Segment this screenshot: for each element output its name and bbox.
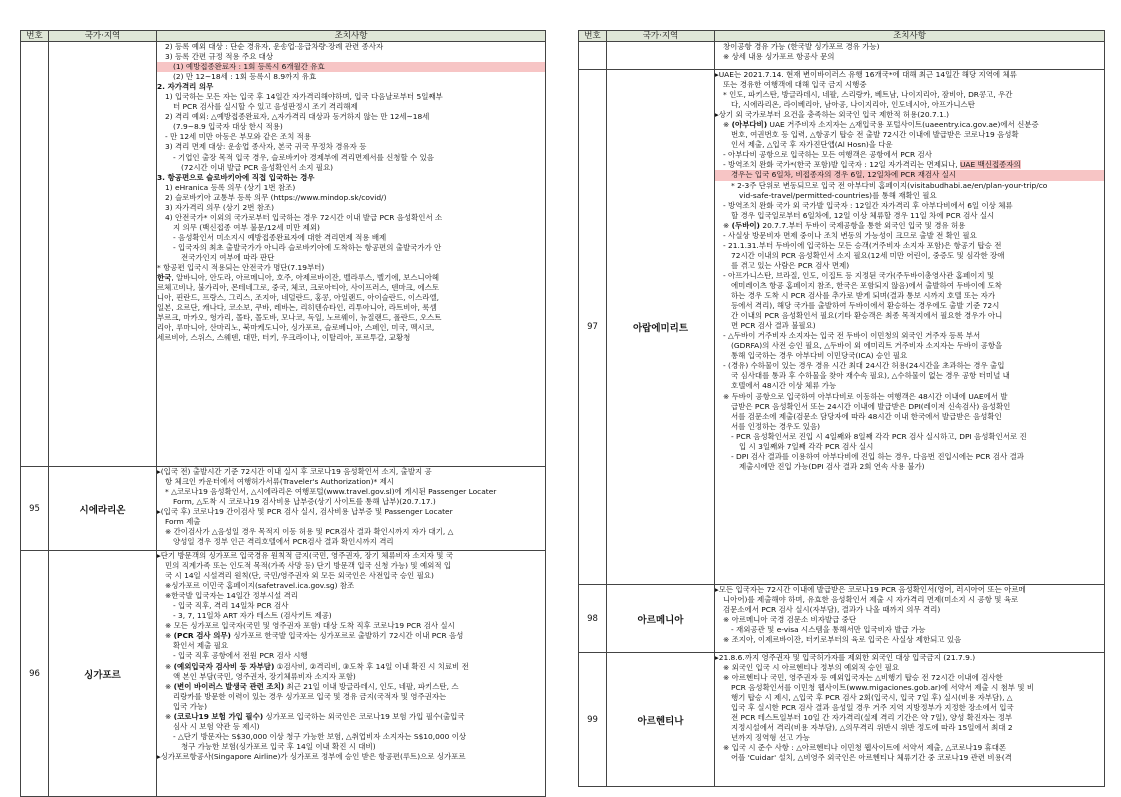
- text-line: 를 겪고 있는 사람은 PCR 검사 면제): [731, 260, 850, 270]
- text-line: ※ (두바이) 20.7.7.부터 두바이 국제공항을 통한 외국인 입국 및 경유 허용: [723, 220, 966, 230]
- text-line: 르체고비나, 불가리아, 몬테네그로, 중국, 체코, 크로아티아, 사이프러스, 덴마크, 에스토: [157, 283, 440, 293]
- text-line: - 재외공관 및 e-visa 시스템을 통해서만 입국비자 발급 가능: [731, 625, 926, 635]
- text-line: - △단기 방문자는 S$30,000 이상 청구 가능한 보험, △취업비자 소지자는 S$10,000 이상: [173, 731, 467, 741]
- right-table: [578, 30, 1105, 787]
- table-row: [579, 42, 1105, 70]
- text-line: 2. 자가격리 의무: [157, 82, 214, 92]
- text-line: 니아, 핀란드, 프랑스, 그리스, 조지아, 네덜란드, 홍콩, 아일랜드, 아이슬란드, 이스라엘,: [157, 293, 440, 303]
- text-line: (1) 예방접종완료자 : 1회 등록시 6개월간 유효: [157, 62, 545, 72]
- text-line: 경우는 입국 6일차, 비접종자의 경우 6일, 12일차에 PCR 재검사 실시: [715, 170, 1104, 180]
- text-line: 통해 입국하는 경우 아부다비 이민당국(ICA) 승인 필요: [731, 351, 908, 361]
- text-line: - 방역조치 완화 국가*(한국 포함)발 입국자 : 12일 자가격리는 면제되나, UAE 백신접종자의: [723, 160, 1021, 170]
- text-line: 터 PCR 검사를 실시할 수 있고 음성판정시 조기 격리해제: [173, 102, 358, 112]
- text-line: 리랑카를 방문한 이력이 있는 경우 싱가포르 입국 및 경유 금지(국적자 및 영주권자는: [173, 691, 447, 701]
- measure-text: [715, 42, 1105, 70]
- text-line: 제출시에만 진입 가능(DPI 검사 결과 2회 연속 사용 불가): [739, 461, 925, 471]
- table-row: [579, 585, 1105, 653]
- text-line: - △두바이 거주비자 소지자는 입국 전 두바이 이민청의 외국인 거주자 등록 부서: [723, 331, 981, 341]
- measure-text: [715, 70, 1105, 585]
- text-line: 심사 시 보험 약관 등 제시): [173, 721, 260, 731]
- text-line: - (경유) 수하물이 있는 경우 경유 시간 최대 24시간 허용(24시간을 초과하는 경우 출입: [723, 361, 1005, 371]
- bold-fragment: (아부다비): [731, 120, 768, 130]
- text-line: 행기 탑승 시 제시, △입국 후 PCR 검사 2회(입국시, 입국 7일 후) 실시(비용 자부담), △: [731, 693, 1013, 703]
- row-number: 98: [579, 585, 607, 653]
- text-line: 전 PCR 테스트일부터 10일 간 자가격리(실제 격리 기간은 약 7일), 양성 확진자는 정부: [731, 713, 1013, 723]
- text-line: 민의 직계가족 또는 인도적 목적(가족 사망 등) 단기 방문객 입국 신청 가능) 및 예외적 입: [165, 561, 452, 571]
- text-line: ▸(입국 전) 출발시간 기준 72시간 이내 실시 후 코로나19 음성확인서 소지, 출발지 공: [157, 467, 432, 476]
- measure-text: [157, 42, 546, 467]
- text-line: * 인도, 파키스탄, 방글라데시, 네팔, 스리랑카, 베트남, 나이지리아, 잠비아, DR콩고, 우간: [723, 90, 1013, 100]
- table-row: [21, 467, 546, 551]
- text-line: ※ (PCR 검사 의무) 싱가포르 한국발 입국자는 싱가포르로 출발하기 72시간 이내 PCR 음성: [165, 631, 464, 641]
- text-line: - 기업인 출장 목적 입국 경우, 슬로바키아 경제부에 격리면제서를 신청할 수 있음: [173, 152, 434, 162]
- text-line: (GDRFA)의 사전 승인 필요, △두바이 외 에미리트 거주비자 소지자는 두바이 공항을: [731, 341, 1003, 351]
- text-line: 호텔에서 48시간 이상 체류 가능: [731, 381, 837, 391]
- text-line: 리아, 루마니아, 산마리노, 북마케도니아, 싱가포르, 슬로베니아, 스페인, 미국, 멕시코,: [157, 323, 435, 333]
- text-line: 일본, 요르단, 캐나다, 코소보, 쿠바, 레바논, 리히텐슈타인, 리투아니아, 라트비아, 룩셈: [157, 303, 437, 313]
- text-line: 급받은 PCR 음성확인서 또는 24시간 이내에 발급받은 DPI(레이저 신속검사) 음성확인: [731, 401, 1011, 411]
- measure-text: [715, 653, 1105, 787]
- bold-fragment: (PCR 검사 의무): [173, 631, 231, 641]
- country-name: 아르메니아: [607, 585, 715, 653]
- text-line: 1) eHranica 등록 의무 (상기 1번 참조): [165, 182, 296, 192]
- text-line: ▸21.8.6.까지 영주권자 및 입국허가자를 제외한 외국인 대상 입국금지 (21.7.9.): [715, 653, 976, 662]
- text-line: ※한국발 입국자는 14일간 정부시설 격리: [165, 591, 298, 601]
- text-line: - 아부다비 공항으로 입국하는 모든 여행객은 공항에서 PCR 검사: [723, 150, 932, 160]
- text-line: ※ (변이 바이러스 발생국 관련 조치) 최근 21일 이내 방글라데시, 인도, 네팔, 파키스탄, 스: [165, 681, 459, 691]
- text-line: Form, △도착 시 코로나19 검사비용 납부증(상기 사이트를 통해 납부)(20.7.17.): [173, 497, 436, 507]
- text-line: 2) 등록 예외 대상 : 단순 경유자, 운송업·응급차량·장례 관련 종사자: [165, 42, 384, 51]
- text-line: 국 심사대를 통과 후 수하물을 찾아 재수속 필요), △수하물이 없는 경우 공항 터미널 내: [731, 371, 1010, 381]
- text-line: 할 경우 입국일로부터 6일차에, 12일 이상 체류할 경우 11일 차에 PCR 검사 실시: [731, 210, 995, 220]
- text-line: 또는 경유한 여행객에 대해 입국 금지 시행중: [723, 80, 867, 90]
- text-line: 양성일 경우 정부 인근 격리호텔에서 PCR검사 결과 확인시까지 격리: [173, 537, 394, 547]
- text-line: 항 체크인 카운터에서 여행허가서류(Traveler's Authorization)* 제시: [165, 477, 394, 487]
- text-line: 서를 인정하는 경우도 있음): [731, 421, 821, 431]
- text-line: ※ 모든 싱가포르 입국자(국민 및 영주권자 포함) 대상 도착 직후 코로나19 PCR 검사 실시: [165, 621, 455, 631]
- text-line: ※ 두바이 공항으로 입국하여 아부다비로 이동하는 여행객은 48시간 이내에 UAE에서 발: [723, 391, 1008, 401]
- text-line: - 3, 7, 11일차 ART 자가 테스트 (검사키트 제공): [173, 611, 332, 621]
- country-name: 아랍에미리트: [607, 70, 715, 585]
- bold-fragment: (예외입국자 검사비 등 자부담): [173, 661, 275, 671]
- header-country: 국가·지역: [607, 31, 715, 42]
- text-line: 72시간 이내의 PCR 음성확인서 소지 필요(12세 미만 어린이, 중증도 및 심각한 장애: [731, 250, 1005, 260]
- text-line: 니아어)를 제출해야 하며, 유효한 음성확인서 제출 시 자가격리 면제(미소지 시 공항 및 육로: [723, 595, 1019, 605]
- left-table: [20, 30, 546, 797]
- text-line: - PCR 음성확인서로 진입 시 4일째와 8일째 각각 PCR 검사 실시하고, DPI 음성확인서로 진: [731, 431, 1027, 441]
- header-no: 번호: [21, 31, 49, 42]
- country-name: [607, 42, 715, 70]
- header-no: 번호: [579, 31, 607, 42]
- text-line: ※ 간이검사가 △음성일 경우 목적지 이동 허용 및 PCR검사 결과 확인시까지 자가 대기, △: [165, 527, 454, 537]
- text-line: (2) 만 12~18세 : 1회 등록시 8.9까지 유효: [173, 72, 317, 82]
- text-line: 년까지 징역형 선고 가능: [731, 733, 810, 743]
- text-line: 2) 슬로바키아 교통부 등록 의무 (https://www.mindop.sk/covid/): [165, 192, 387, 202]
- text-line: - 사실상 방문비자 면제 중이나 조치 변동의 가능성이 크므로 출발 전 확인 필요: [723, 230, 977, 240]
- text-line: 국 시 14일 시설격리 원칙(단, 국민/영주권자 외 모든 외국인은 사전입국 승인 필요): [165, 571, 434, 581]
- bold-fragment: 한국: [157, 273, 172, 283]
- text-line: 번호, 여권번호 등 입력, △항공기 탑승 전 출발 72시간 이내에 발급받은 코로나19 음성확: [731, 130, 1019, 140]
- text-line: 입 시 3일째와 7일째 각각 PCR 검사 실시: [739, 441, 874, 451]
- header-measure: 조치사항: [715, 31, 1105, 42]
- text-line: 전국가인지 여부에 따라 판단: [181, 252, 275, 262]
- text-line: 액 본인 부담(국민, 영주권자, 장기체류비자 소지자 포함): [173, 671, 356, 681]
- text-line: 3. 항공편으로 슬로바키아에 직접 입국하는 경우: [157, 172, 315, 182]
- row-number: 95: [21, 467, 49, 551]
- row-number: [21, 42, 49, 467]
- text-line: ※ 입국 시 준수 사항 : △아르헨티나 이민청 웹사이트에 서약서 제출, △코로나19 휴대폰: [723, 743, 1007, 753]
- text-line: 청구 가능한 보험(싱가포르 입국 후 14일 이내 확진 시 대비): [181, 741, 376, 751]
- text-line: 3) 등록 간편 규정 적용 주요 대상: [165, 52, 274, 62]
- text-line: ▸모든 입국자는 72시간 이내에 발급받은 코로나19 PCR 음성확인서(영어, 러시아어 또는 아르메: [715, 585, 1026, 594]
- highlight-fragment: UAE 백신접종자의: [959, 160, 1021, 170]
- text-line: 어플 'Cuidar' 설치, △비영주 외국인은 아르헨티나 체류기간 중 코로나19 관련 비용(격: [731, 753, 1012, 763]
- row-number: [579, 42, 607, 70]
- text-line: 등에서 격리), 해당 국가를 출발하여 두바이에서 환승하는 경우에도 출발 기준 72시: [731, 301, 1000, 311]
- text-line: - 음성확인서 미소지시 예방접종완료자에 대한 격리면제 적용 배제: [173, 232, 387, 242]
- text-line: 입국 후 실시한 PCR 검사 결과 음성일 경우 거주 지역 지방정부가 지정한 장소에서 입국: [731, 703, 1014, 713]
- text-line: ※ 상세 내용 싱가포르 항공사 문의: [723, 52, 835, 62]
- text-line: ▸싱가포르항공사(Singapore Airline)가 싱가포르 정부에 승인 받은 항공편(루트)으로 싱가포르: [157, 751, 466, 761]
- country-name: 싱가포르: [49, 551, 157, 797]
- text-line: ※ 외국인 입국 시 아르헨티나 정부의 예외적 승인 필요: [723, 663, 900, 673]
- text-line: (72시간 이내 발급 PCR 음성확인서 소지 필요): [181, 162, 334, 172]
- text-line: 3) 자가격리 의무 (상기 2번 참조): [165, 202, 275, 212]
- text-line: 1) 입국하는 모든 자는 입국 후 14일간 자가격리해야하며, 입국 다음날로부터 5일째부: [165, 92, 443, 102]
- table-row: [579, 653, 1105, 787]
- text-line: 다, 시에라리온, 라이베리아, 남아공, 나이지리아, 인도네시아, 아프가니스탄: [731, 100, 975, 110]
- text-line: * △코로나19 음성확인서, △시에라리온 여행포털(www.travel.gov.sl)에 게시된 Passenger Locater: [165, 487, 497, 497]
- text-line: ▸상기 외 국가로부터 요건을 충족하는 외국인 입국 제한적 허용(20.7.1.): [715, 110, 950, 120]
- header-row: [579, 31, 1105, 42]
- text-line: 세르비아, 스위스, 스웨덴, 대만, 터키, 우크라이나, 이탈리아, 포르투갈, 교황청: [157, 333, 411, 343]
- text-line: PCR 음성확인서를 이민청 웹사이트(www.migaciones.gob.ar)에 서약서 제출 시 첨부 및 비: [731, 683, 1035, 693]
- table-row: [21, 42, 546, 467]
- text-line: 지정시설에서 격리(비용 자부담), △의무격리 위반시 위반 정도에 따라 15일에서 최대 2: [731, 723, 1013, 733]
- text-line: - 아프가니스탄, 브라질, 인도, 이집트 등 지정된 국가(주두바이총영사관 홈페이지 및: [723, 270, 995, 280]
- text-line: 에미레이츠 항공 홈페이지 참조, 한국은 포함되지 않음)에서 출발하여 두바이에 도착: [731, 280, 1002, 290]
- text-line: Form 제출: [165, 517, 201, 527]
- text-line: ▸(입국 후) 코로나19 간이검사 및 PCR 검사 실시, 검사비용 납부증 및 Passenger Locater: [157, 507, 453, 517]
- text-line: ※ 아르헨티나 국민, 영주권자 등 예외입국자는 △비행기 탑승 전 72시간 이내에 검사한: [723, 673, 1003, 683]
- bold-fragment: (코로나19 보험 가입 필수): [173, 711, 264, 721]
- text-line: 확인서 제출 필요: [173, 641, 229, 651]
- country-name: 시에라리온: [49, 467, 157, 551]
- row-number: 99: [579, 653, 607, 787]
- country-name: 아르헨티나: [607, 653, 715, 787]
- text-line: - 21.1.31.부터 두바이에 입국하는 모든 승객(거주비자 소지자 포함)은 항공기 탑승 전: [723, 240, 1002, 250]
- bold-fragment: (변이 바이러스 발생국 관련 조치): [173, 681, 285, 691]
- text-line: - 입국 직후, 격리 14일차 PCR 검사: [173, 601, 289, 611]
- text-line: - 입국자의 최초 출발국가가 아니라 슬로바키아에 도착하는 항공편의 출발국가가 안: [173, 242, 442, 252]
- text-line: ▸UAE는 2021.7.14. 현재 변이바이러스 유행 16개국*에 대해 최근 14일간 해당 지역에 체류: [715, 70, 1017, 79]
- table-row: [579, 70, 1105, 585]
- text-line: * 2-3주 단위로 변동되므로 입국 전 아부다비 홈페이지(visitabudhabi.ae/en/plan-your-trip/co: [731, 180, 1048, 190]
- text-line: 2) 격리 예외: △예방접종완료자, △자가격리 대상과 동거하지 않는 만 12세~18세: [165, 112, 430, 122]
- text-line: * 항공편 입국시 적용되는 안전국가 명단(7.19부터): [157, 263, 325, 273]
- text-line: - 방역조치 완화 국가 외 국가발 입국자 : 12일간 자가격리 후 아부다비에서 6일 이상 체류: [723, 200, 1013, 210]
- measure-text: [157, 467, 546, 551]
- text-line: 면 PCR 검사 결과 불필요): [731, 321, 816, 331]
- text-line: 한국, 알바니아, 안도라, 아르메니아, 호주, 아제르바이잔, 벨라루스, 벨기에, 보스니아헤: [157, 273, 440, 283]
- row-number: 97: [579, 70, 607, 585]
- text-line: 간 이내의 PCR 음성확인서 필요(기타 환승객은 최종 목적지에서 필요한 경우가 아니: [731, 311, 1003, 321]
- country-name: [49, 42, 157, 467]
- text-line: 지 의무 (백신접종 여부 불문/12세 미만 제외): [173, 222, 320, 232]
- text-line: 4) 안전국가* 이외의 국가로부터 입국하는 경우 72시간 이내 발급 PCR 음성확인서 소: [165, 212, 443, 222]
- measure-text: [715, 585, 1105, 653]
- measure-text: [157, 551, 546, 797]
- text-line: ▸단기 방문객의 싱가포르 입국경유 원칙적 금지(국민, 영주권자, 장기 체류비자 소지자 및 국: [157, 551, 454, 560]
- text-line: (7.9~8.9 입국자 대상 한시 적용): [173, 122, 283, 132]
- text-line: ※ (아부다비) UAE 거주비자 소지자는 △재입국용 포털사이트(uaeentry.ica.gov.ae)에서 신분증: [723, 120, 1039, 130]
- text-line: 부르크, 마카오, 헝가리, 몰타, 몰도바, 모나코, 독일, 노르웨이, 뉴질랜드, 폴란드, 오스트: [157, 313, 442, 323]
- text-line: - 입국 직후 공항에서 전원 PCR 검사 시행: [173, 651, 308, 661]
- header-row: [21, 31, 546, 42]
- text-line: ※ (예외입국자 검사비 등 자부담) ①검사비, ②격리비, ③도착 후 14일 이내 확진 시 치료비 전: [165, 661, 469, 671]
- text-line: 하는 경우 도착 시 PCR 검사를 추가로 받게 되며(결과 통보 시까지 호텔 또는 자가: [731, 291, 996, 301]
- bold-fragment: (두바이): [731, 220, 760, 230]
- text-line: vid-safe-travel/permitted-countries)를 통해 재확인 필요: [739, 190, 937, 200]
- text-line: ※ 아르메니아 국경 검문소 비자발급 중단: [723, 615, 857, 625]
- text-line: 창이공항 경유 가능 (한국발 싱가포르 경유 가능): [723, 42, 880, 51]
- text-line: 인서 제출, △입국 후 자가진단앱(Al Hosn)을 다운: [731, 140, 893, 150]
- text-line: 3) 격리 면제 대상: 운송업 종사자, 본국 귀국 무정차 경유자 등: [165, 142, 367, 152]
- header-country: 국가·지역: [49, 31, 157, 42]
- text-line: 서를 검문소에 제출(검문소 담당자에 따라 48시간 이내 한국에서 발급받은 음성확인: [731, 411, 1002, 421]
- text-line: 입국 가능): [173, 701, 208, 711]
- row-number: 96: [21, 551, 49, 797]
- text-line: - DPI 검사 결과를 이용하여 아부다비에 진입 하는 경우, 다음번 진입시에는 PCR 검사 결과: [731, 451, 1024, 461]
- text-line: 검문소에서 PCR 검사 실시(자부담), 결과가 나올 때까지 의무 격리): [723, 605, 941, 615]
- table-row: [21, 551, 546, 797]
- text-line: ※ (코로나19 보험 가입 필수) 싱가포르 입국하는 외국인은 코로나19 보험 가입 필수(출입국: [165, 711, 465, 721]
- text-line: ※싱가포르 이민국 홈페이지(safetravel.ica.gov.sg) 참조: [165, 581, 355, 591]
- text-line: ※ 조지아, 이제르바이잔, 터키로부터의 육로 입국은 사실상 제한되고 있음: [723, 635, 962, 645]
- header-measure: 조치사항: [157, 31, 546, 42]
- text-line: - 만 12세 미만 아동은 부모와 같은 조치 적용: [165, 132, 312, 142]
